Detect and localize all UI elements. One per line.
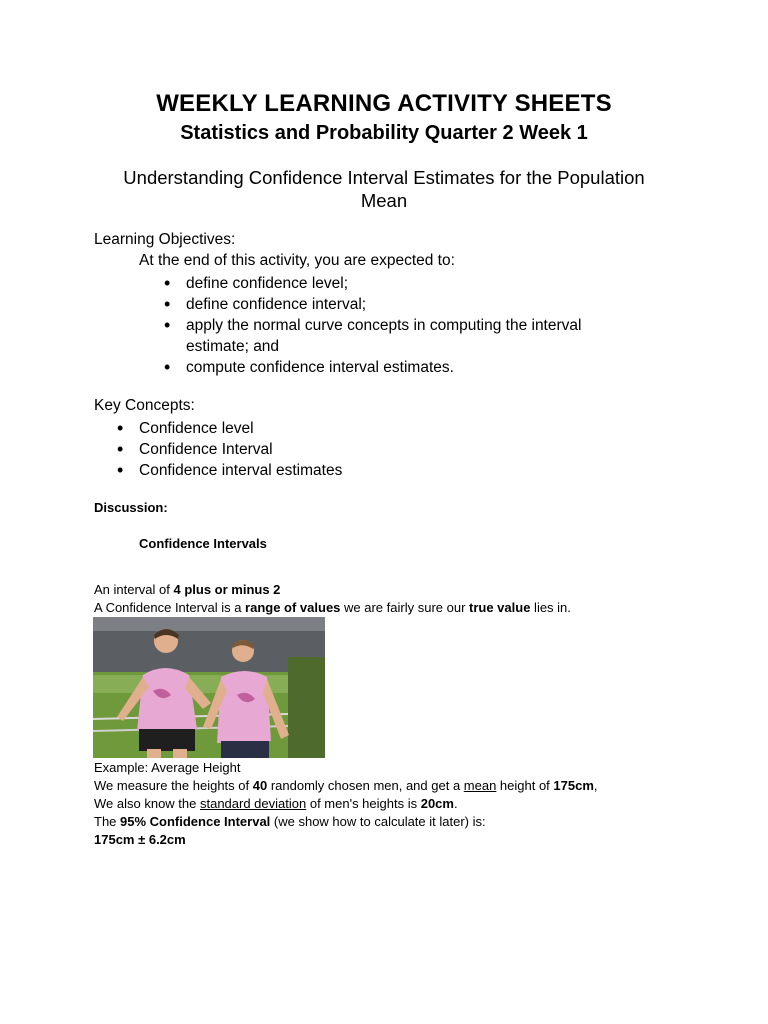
example-text: of men's heights is: [306, 796, 421, 811]
key-concepts-heading: Key Concepts:: [94, 397, 195, 414]
definition-text: lies in.: [530, 600, 571, 615]
definition-text: we are fairly sure our: [340, 600, 470, 615]
range-of-values: range of values: [245, 600, 341, 615]
confidence-intervals-heading: Confidence Intervals: [139, 536, 267, 551]
runners-photo: [93, 617, 325, 758]
topic-heading: [0, 166, 768, 212]
example-title: [94, 759, 598, 777]
topic-line-1: Understanding Confidence Interval Estimates for the Population: [123, 167, 645, 188]
true-value: true value: [469, 600, 531, 615]
objectives-list: [186, 273, 646, 378]
standard-deviation-link[interactable]: standard deviation: [199, 796, 307, 811]
list-item: • define confidence interval;: [186, 294, 646, 315]
example-result: [94, 831, 598, 849]
std-dev-value: 20cm: [420, 796, 454, 811]
example-topic: Average Height: [151, 760, 241, 775]
example-text: ,: [593, 778, 598, 793]
topic-line-2: Mean: [360, 190, 408, 211]
discussion-heading: Discussion:: [94, 500, 168, 515]
example-line-2: [94, 795, 598, 813]
example-text: height of: [496, 778, 554, 793]
interval-prefix: An interval of: [94, 582, 174, 597]
interval-sentence: [94, 582, 280, 597]
list-item: • Confidence level: [139, 418, 342, 439]
example-line-3: [94, 813, 598, 831]
example-text: randomly chosen men, and get a: [267, 778, 464, 793]
list-item: • compute confidence interval estimates.: [186, 357, 646, 378]
page-title: WEEKLY LEARNING ACTIVITY SHEETS: [156, 90, 612, 117]
key-concepts-list: [139, 418, 342, 481]
objectives-heading: Learning Objectives:: [94, 231, 236, 248]
list-item: • apply the normal curve concepts in computing the interval estimate; and: [186, 315, 646, 357]
example-text: .: [453, 796, 458, 811]
list-item: • define confidence level;: [186, 273, 646, 294]
example-text: We also know the: [94, 796, 200, 811]
interval-value: 4 plus or minus 2: [173, 582, 281, 597]
list-item: • Confidence Interval: [139, 439, 342, 460]
confidence-interval-label: 95% Confidence Interval: [120, 814, 271, 829]
mean-value: 175cm: [553, 778, 594, 793]
page-subtitle: Statistics and Probability Quarter 2 Week 1: [180, 122, 588, 144]
mean-link[interactable]: mean: [463, 778, 497, 793]
objectives-intro: At the end of this activity, you are expected to:: [139, 252, 455, 269]
example-line-1: [94, 777, 598, 795]
example-label: Example:: [94, 760, 152, 775]
example-text: The: [94, 814, 121, 829]
example-block: [94, 759, 598, 849]
list-item: • Confidence interval estimates: [139, 460, 342, 481]
definition-sentence: [94, 600, 571, 615]
example-text: (we show how to calculate it later) is:: [270, 814, 486, 829]
definition-text: A Confidence Interval is a: [94, 600, 246, 615]
sample-size: 40: [252, 778, 268, 793]
result-value: 175cm ± 6.2cm: [94, 832, 186, 847]
example-text: We measure the heights of: [94, 778, 253, 793]
